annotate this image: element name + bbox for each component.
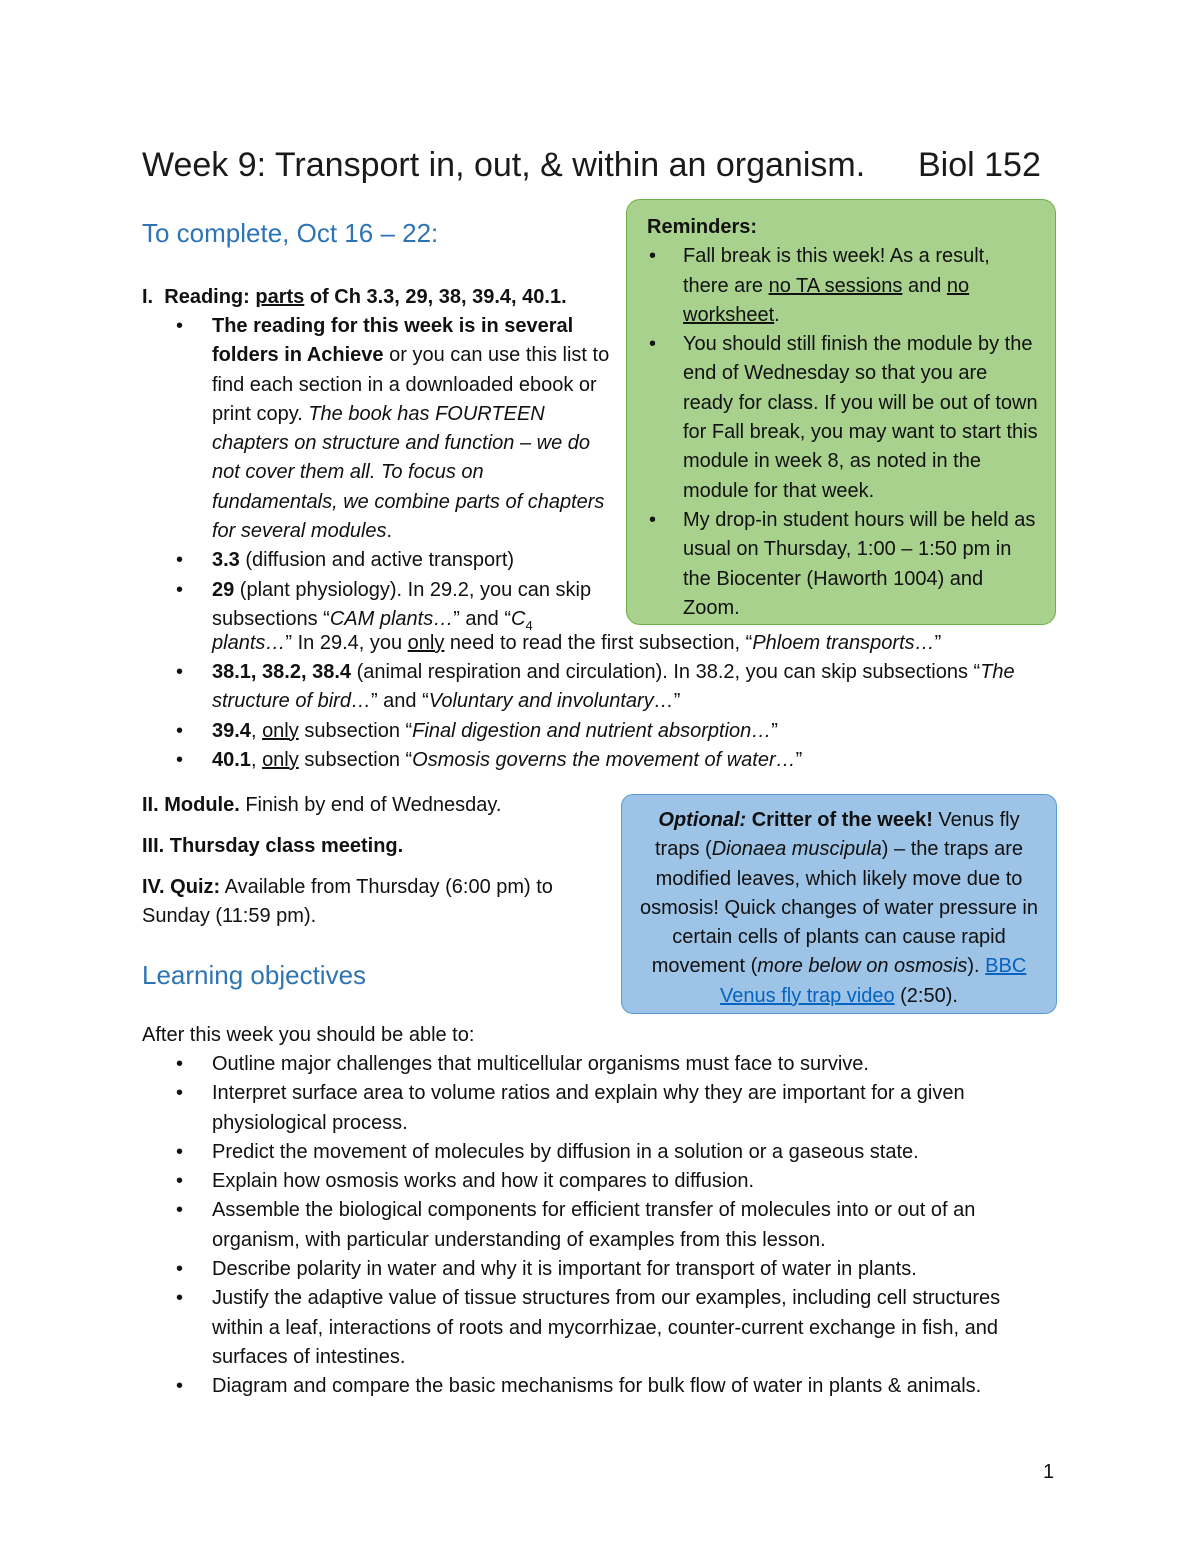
reading-b6-t2: subsection “ [298, 748, 413, 771]
objective-item: • Diagram and compare the basic mechanisms for bulk flow of water in plants & animals. [142, 1372, 1052, 1401]
page-title [142, 143, 1042, 187]
complete-heading: To complete, Oct 16 – 22: [142, 218, 439, 248]
objectives-intro: After this week you should be able to: [142, 1024, 475, 1046]
objective-item: • Justify the adaptive value of tissue structures from our examples, including cell structures within a leaf, interactions of roots and mycorrhizae, counter-current exchange in fish, and surfaces of intestines. [142, 1284, 1052, 1372]
reading-b4-bold: 38.1, 38.2, 38.4 [212, 661, 352, 683]
reading-b6-bold: 40.1 [212, 748, 251, 771]
reading-b6-t1: , [250, 748, 263, 771]
module-label: II. Module. [142, 794, 240, 816]
reminder-3: • My drop-in student hours will be held as usual on Thursday, 1:00 – 1:50 pm in the Biocenter (Haworth 1004) and Zoom. [647, 506, 1039, 623]
reading-bullet-2 [142, 546, 614, 575]
objective-item: • Predict the movement of molecules by diffusion in a solution or a gaseous state. [142, 1138, 1052, 1167]
reading-b3-i1: CAM plants… [329, 607, 454, 630]
critter-optional: Optional: [658, 809, 747, 831]
reading-list-wide [142, 658, 1042, 775]
reading-list [142, 312, 614, 640]
module-item [142, 791, 612, 820]
reading-b3-t5: ” [934, 632, 942, 654]
reading-b6-i: Osmosis governs the movement of water… [412, 748, 796, 771]
reading-b5-i: Final digestion and nutrient absorption… [412, 719, 772, 742]
objective-item: • Interpret surface area to volume ratios and explain why they are important for a given physiological process. [142, 1079, 1052, 1138]
objective-item: • Explain how osmosis works and how it compares to diffusion. [142, 1167, 1052, 1196]
critter-t4: (2:50). [894, 984, 958, 1007]
reading-b5-t3: ” [771, 719, 778, 742]
objective-item: • Outline major challenges that multicellular organisms must face to survive. [142, 1050, 1052, 1079]
reading-parts: parts [255, 286, 305, 308]
bbc-video-link[interactable]: BBC Venus fly trap video [720, 955, 1027, 1007]
thursday-label: III. Thursday class meeting. [142, 835, 404, 857]
reading-b1-italic: The book has FOURTEEN chapters on structure and function – we do not cover them all. To focus on fundamentals, we combine parts of chapters for several modules [212, 402, 605, 543]
reading-b4-t2: ” and “ [370, 690, 429, 713]
objectives-list [142, 1050, 1052, 1402]
reading-b6-t3: ” [795, 748, 803, 771]
reading-b3-t3: ” In 29.4, you [285, 632, 408, 654]
reading-b3-i2: C [511, 607, 526, 630]
reading-b3-bold: 29 [212, 578, 235, 601]
critter-more: more below on osmosis [757, 955, 968, 978]
course-code: Biol 152 [918, 146, 1041, 184]
reminder-1-a: Fall break is this week! As a result, there are [683, 245, 990, 297]
reading-b4-i1: The structure of bird… [212, 661, 1015, 713]
reading-b6-only: only [262, 748, 299, 771]
quiz-label: IV. Quiz: [142, 876, 221, 898]
thursday-item [142, 832, 612, 861]
reading-b4-text: (animal respiration and circulation). In 38.2, you can skip subsections “ [351, 661, 981, 683]
reading-bullet-4 [142, 658, 1042, 717]
reading-b1-bold: The reading for this week is in several folders in Achieve [212, 315, 574, 367]
reading-b1-text: or you can use this list to find each section in a downloaded ebook or print copy. [212, 344, 610, 425]
reminders-title: Reminders: [647, 216, 758, 238]
critter-species: Dionaea muscipula [711, 838, 882, 861]
reading-num: I. [142, 286, 154, 308]
reading-b3-sub: 4 [525, 617, 533, 633]
reading-b3-continued [212, 629, 1042, 658]
quiz-item [142, 873, 602, 932]
critter-t2: ) – the traps are modified leaves, which likely move due to osmosis! Quick changes of water pressure in certain cells of plants can cause rapid movement ( [640, 838, 1038, 978]
critter-box [621, 794, 1057, 1014]
reminder-1-u2: no worksheet [683, 274, 970, 326]
reading-item [142, 283, 612, 312]
reading-b5-t2: subsection “ [298, 719, 413, 742]
reading-bullet-1: • The reading for this week is in several folders in Achieve or you can use this list to find each section in a downloaded ebook or print copy. The book has FOURTEEN chapters on structure and function – we do not cover them all. To focus on fundamentals, we combine parts of chapters for several modules. [142, 312, 614, 546]
reminder-1-b: and [902, 274, 947, 297]
reading-b2-bold: 3.3 [212, 549, 240, 572]
reading-b2-text: (diffusion and active transport) [239, 549, 515, 572]
reading-b3-only: only [407, 632, 445, 654]
reading-chapters: of Ch 3.3, 29, 38, 39.4, 40.1. [309, 286, 567, 308]
reminder-2: • You should still finish the module by the end of Wednesday so that you are ready for class. If you will be out of town for Fall break, you may want to start this module in week 8, as noted in the module for that week. [647, 330, 1039, 506]
critter-t1: Venus fly traps ( [655, 809, 1020, 861]
reading-label: Reading: [164, 286, 250, 308]
reading-b3-i3: plants… [212, 632, 286, 654]
reading-b3-t2: ” and “ [453, 607, 512, 630]
reading-b4-t3: ” [673, 690, 681, 713]
reading-bullet-5 [142, 717, 1042, 746]
reading-b5-only: only [262, 719, 299, 742]
reminders-box [626, 199, 1056, 625]
reminder-1 [647, 242, 1039, 330]
title-text: Week 9: Transport in, out, & within an organism. [142, 146, 866, 184]
objectives-heading: Learning objectives [142, 960, 367, 990]
reminder-1-u1: no TA sessions [768, 274, 903, 297]
reading-bullet-6 [142, 746, 1042, 775]
reading-b3-i4: Phloem transports… [752, 632, 935, 654]
objective-item: • Describe polarity in water and why it is important for transport of water in plants. [142, 1255, 1052, 1284]
page-number: 1 [1043, 1461, 1055, 1483]
quiz-text: Available from Thursday (6:00 pm) to Sunday (11:59 pm). [142, 876, 553, 928]
reading-b3-t4: need to read the first subsection, “ [444, 632, 753, 654]
reading-b5-bold: 39.4 [212, 719, 251, 742]
objective-item: • Assemble the biological components for efficient transfer of molecules into or out of an organism, with particular understanding of examples from this lesson. [142, 1196, 1052, 1255]
reading-b5-t1: , [250, 719, 263, 742]
reading-b4-i2: Voluntary and involuntary… [428, 690, 674, 713]
reminders-list [647, 242, 1039, 623]
reminder-1-c: . [774, 303, 780, 326]
critter-title: Critter of the week! [746, 809, 933, 831]
module-text: Finish by end of Wednesday. [239, 794, 502, 816]
critter-t3: ). [967, 955, 986, 978]
reading-b3-text: (plant physiology). In 29.2, you can skip subsections “ [212, 578, 592, 630]
